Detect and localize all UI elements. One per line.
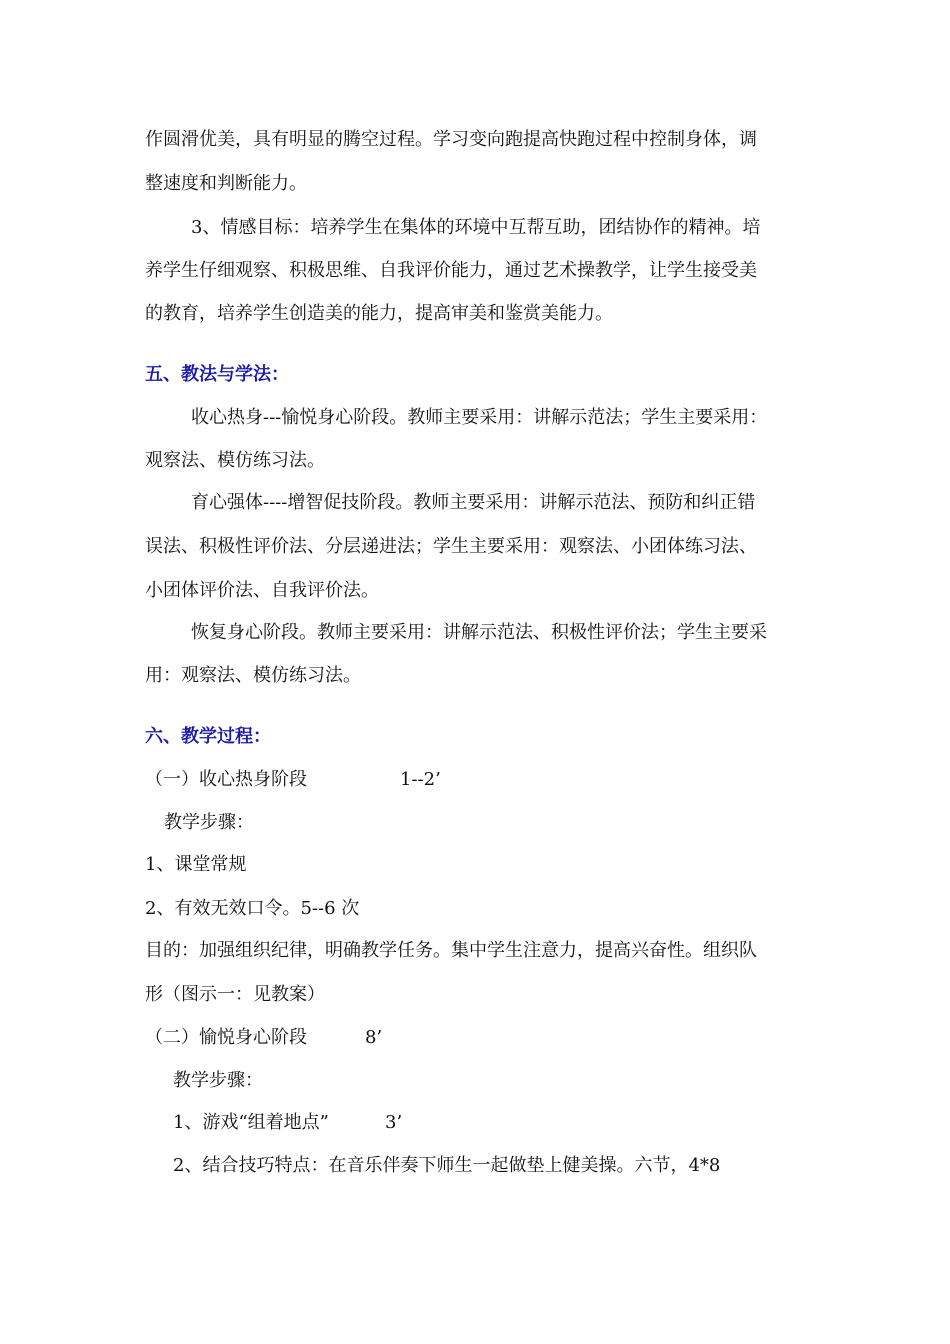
- paragraph-line: 恢复身心阶段。教师主要采用：讲解示范法、积极性评价法；学生主要采: [191, 622, 767, 643]
- paragraph-line: 教学步骤：: [173, 1070, 263, 1091]
- list-item: 1、游戏“组着地点”: [173, 1112, 329, 1133]
- section-heading: 六、教学过程：: [145, 726, 271, 747]
- paragraph-line: 育心强体----增智促技阶段。教师主要采用：讲解示范法、预防和纠正错: [191, 492, 756, 513]
- paragraph-line: 小团体评价法、自我评价法。: [145, 580, 379, 601]
- duration-label: 8’: [365, 1027, 383, 1048]
- paragraph-line: 养学生仔细观察、积极思维、自我评价能力，通过艺术操教学，让学生接受美: [145, 260, 757, 281]
- list-item: 1、课堂常规: [145, 854, 247, 875]
- paragraph-line: 作圆滑优美，具有明显的腾空过程。学习变向跑提高快跑过程中控制身体，调: [145, 129, 757, 150]
- duration-label: 1--2’: [400, 769, 441, 790]
- paragraph-line: 形（图示一：见教案）: [145, 984, 325, 1005]
- paragraph-line: 收心热身---愉悦身心阶段。教师主要采用：讲解示范法；学生主要采用：: [191, 407, 768, 428]
- section-heading: 五、教法与学法：: [145, 364, 289, 385]
- paragraph-line: 3、情感目标：培养学生在集体的环境中互帮互助，团结协作的精神。培: [191, 217, 761, 238]
- paragraph-line: 的教育，培养学生创造美的能力，提高审美和鉴赏美能力。: [145, 303, 613, 324]
- paragraph-line: 整速度和判断能力。: [145, 173, 307, 194]
- paragraph-line: 用：观察法、模仿练习法。: [145, 665, 361, 686]
- paragraph-line: 教学步骤：: [164, 812, 254, 833]
- paragraph-line: 目的：加强组织纪律，明确教学任务。集中学生注意力，提高兴奋性。组织队: [145, 940, 757, 961]
- paragraph-line: 误法、积极性评价法、分层递进法；学生主要采用：观察法、小团体练习法、: [145, 536, 757, 557]
- paragraph-line: 观察法、模仿练习法。: [145, 450, 325, 471]
- list-item: 2、有效无效口令。5--6 次: [145, 898, 360, 919]
- list-item: 2、结合技巧特点：在音乐伴奏下师生一起做垫上健美操。六节，4*8: [173, 1155, 721, 1176]
- duration-label: 3’: [385, 1112, 403, 1133]
- subsection-title: （二）愉悦身心阶段: [145, 1027, 307, 1048]
- subsection-title: （一）收心热身阶段: [145, 769, 307, 790]
